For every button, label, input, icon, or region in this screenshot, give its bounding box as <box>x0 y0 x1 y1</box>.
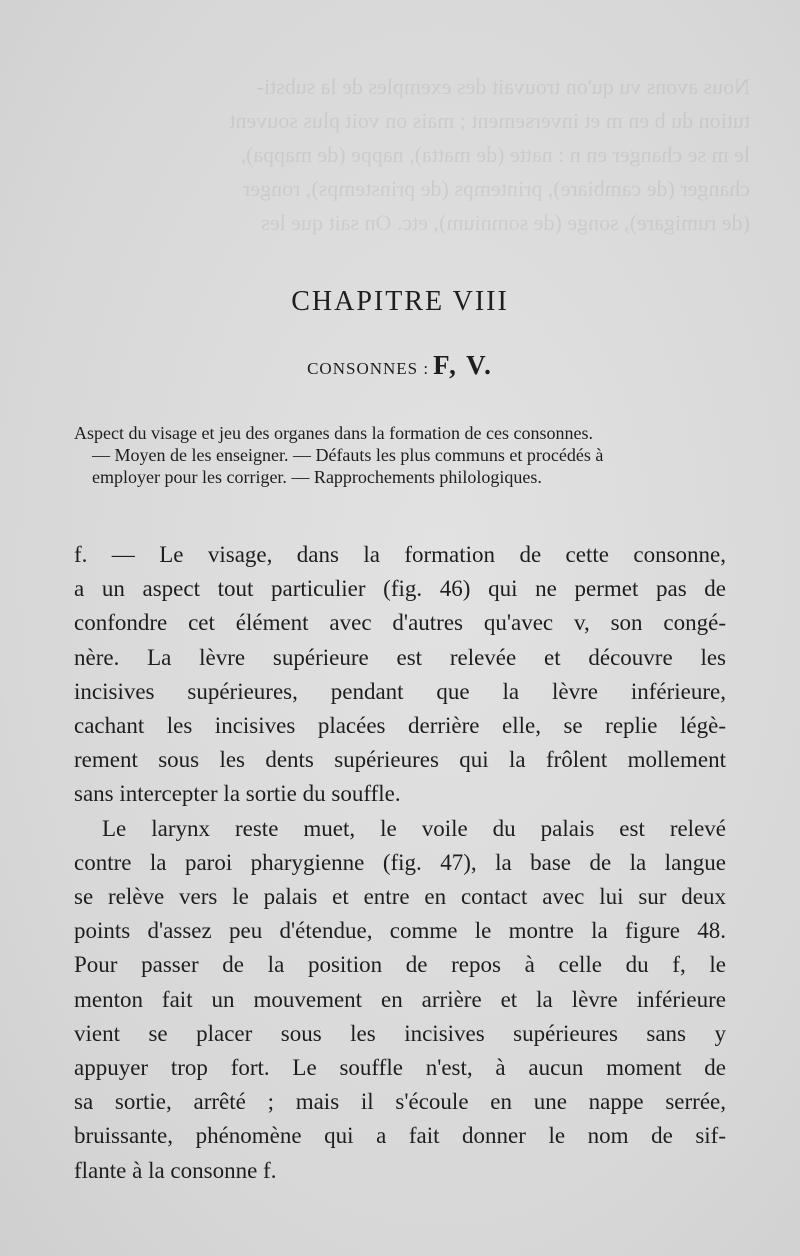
chapter-title: CHAPITRE VIII <box>291 286 509 317</box>
text-line: f. — Le visage, dans la formation de cette consonne, <box>74 542 726 567</box>
text-line: flante à la consonne f. <box>74 1157 277 1183</box>
text-line: sans intercepter la sortie du souffle. <box>74 781 401 807</box>
text-line: vient se placer sous les incisives supérieures sans y <box>74 1020 726 1046</box>
chapter-summary <box>74 422 726 488</box>
chapter-subtitle <box>0 350 800 381</box>
bleed-line: (de rumigare), songe (de somnium), etc. On sait que les <box>261 210 750 235</box>
text-line: nère. La lèvre supérieure est relevée et découvre les <box>74 644 726 670</box>
text-line: incisives supérieures, pendant que la lèvre inférieure, <box>74 678 726 704</box>
text-line: menton fait un mouvement en arrière et la lèvre inférieure <box>74 986 726 1012</box>
bleed-through-text <box>70 70 750 240</box>
bleed-line: le m se changer en n : natte (de matta), nappe (de mappa), <box>240 142 750 167</box>
text-line: Pour passer de la position de repos à celle du f, le <box>74 952 726 978</box>
paragraph-2 <box>74 812 726 1188</box>
summary-line: employer pour les corriger. — Rapprochements philologiques. <box>92 467 542 487</box>
subtitle-label: CONSONNES : <box>307 359 430 378</box>
text-line: Le larynx reste muet, le voile du palais est relevé <box>102 815 726 841</box>
bleed-line: changer (de cambiare), printemps (de prinstemps), ronger <box>242 176 750 201</box>
text-line: appuyer trop fort. Le souffle n'est, à aucun moment de <box>74 1055 726 1081</box>
paragraph-1 <box>74 538 726 812</box>
text-line: sa sortie, arrêté ; mais il s'écoule en une nappe serrée, <box>74 1089 726 1115</box>
text-line: contre la paroi pharygienne (fig. 47), la base de la langue <box>74 849 726 875</box>
summary-line: — Moyen de les enseigner. — Défauts les plus communs et procédés à <box>92 445 604 465</box>
subtitle-letters: F, V. <box>433 350 493 380</box>
body-text <box>74 538 726 1188</box>
text-line: cachant les incisives placées derrière elle, se replie légè- <box>74 713 726 739</box>
summary-line: Aspect du visage et jeu des organes dans la formation de ces consonnes. <box>74 423 594 443</box>
bleed-line: tution du b en m et inversement ; mais on voit plus souvent <box>229 108 750 133</box>
text-line: a un aspect tout particulier (fig. 46) qui ne permet pas de <box>74 576 726 602</box>
text-line: points d'assez peu d'étendue, comme le montre la figure 48. <box>74 918 726 944</box>
text-line: se relève vers le palais et entre en contact avec lui sur deux <box>74 884 726 910</box>
bleed-line: Nous avons vu qu'on trouvait des exemples de la substi- <box>256 74 750 99</box>
text-line: rement sous les dents supérieures qui la frôlent mollement <box>74 747 726 773</box>
text-line: confondre cet élément avec d'autres qu'avec v, son congé- <box>74 610 726 636</box>
text-line: bruissante, phénomène qui a fait donner le nom de sif- <box>74 1123 726 1149</box>
